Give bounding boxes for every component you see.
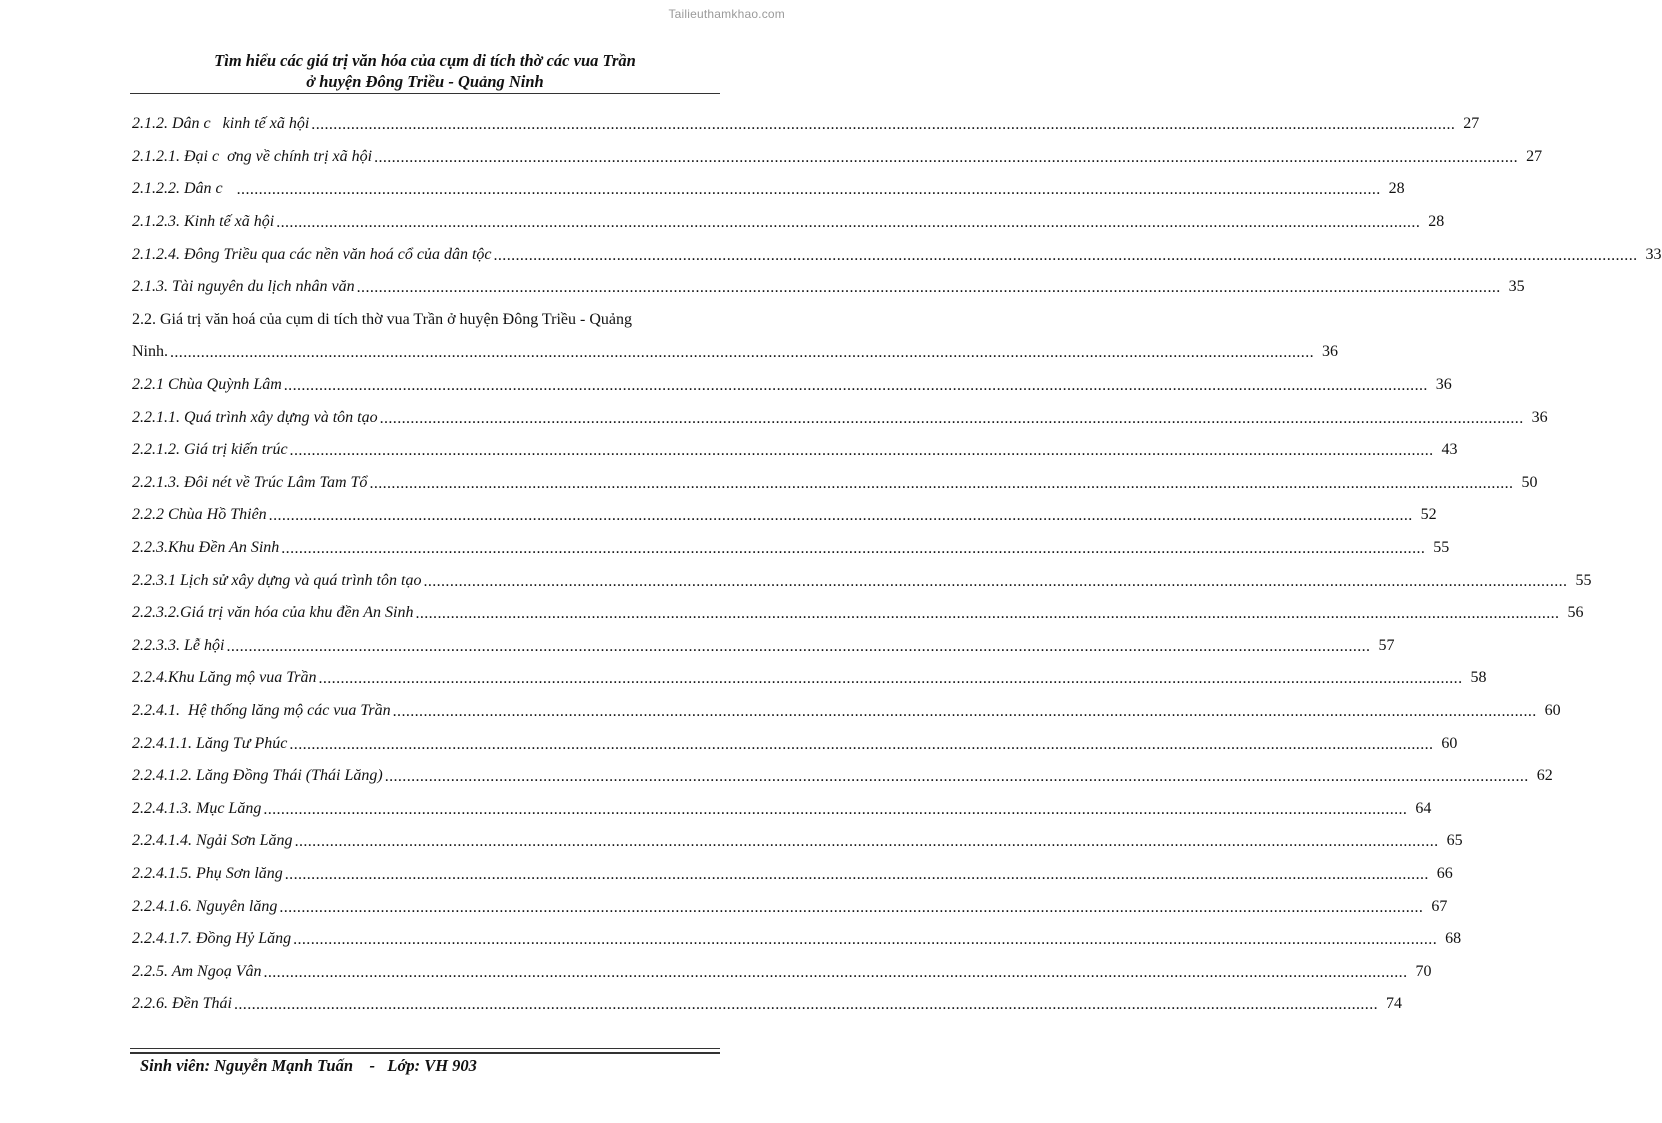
table-of-contents bbox=[132, 108, 1662, 1021]
toc-entry-page: 58 bbox=[1470, 669, 1487, 687]
toc-entry-title: 2.2.4.1.5. Phụ Sơn lăng bbox=[132, 864, 283, 882]
toc-entry-title: 2.2.4.1.7. Đồng Hỷ Lăng bbox=[132, 930, 292, 948]
toc-entry bbox=[132, 923, 1462, 956]
toc-entry bbox=[132, 662, 1487, 695]
toc-entry-wrapped-line2 bbox=[132, 336, 1338, 369]
toc-entry bbox=[132, 858, 1453, 891]
toc-entry-page: 33 bbox=[1645, 245, 1662, 263]
toc-entry-title: 2.1.2.1. Đại c ơng về chính trị xã hội bbox=[132, 147, 373, 165]
toc-entry-page: 62 bbox=[1536, 767, 1553, 785]
toc-entry bbox=[132, 238, 1662, 271]
toc-entry-page: 36 bbox=[1531, 408, 1548, 426]
toc-entry bbox=[132, 467, 1538, 500]
dot-leader: .................................................................................................................................................................................................................................................................... bbox=[384, 768, 1529, 786]
page-header bbox=[130, 50, 720, 92]
toc-entry bbox=[132, 532, 1450, 565]
toc-entry-title: 2.1.3. Tài nguyên du lịch nhân văn bbox=[132, 278, 355, 296]
toc-entry-page: 74 bbox=[1386, 995, 1402, 1013]
toc-entry-page: 50 bbox=[1521, 473, 1538, 491]
dot-leader: .................................................................................................................................................................................................................................................................... bbox=[281, 540, 1426, 558]
dot-leader: .................................................................................................................................................................................................................................................................... bbox=[289, 442, 1434, 460]
dot-leader: .................................................................................................................................................................................................................................................................... bbox=[415, 605, 1560, 623]
toc-entry bbox=[132, 271, 1525, 304]
toc-entry-page: 36 bbox=[1435, 376, 1452, 394]
toc-entry-page: 70 bbox=[1415, 962, 1432, 980]
dot-leader: .................................................................................................................................................................................................................................................................... bbox=[379, 409, 1524, 427]
toc-entry bbox=[132, 369, 1452, 402]
toc-entry bbox=[132, 760, 1553, 793]
toc-entry-title: 2.2.1.2. Giá trị kiến trúc bbox=[132, 441, 288, 459]
toc-entry-page: 28 bbox=[1388, 180, 1405, 198]
toc-entry bbox=[132, 955, 1432, 988]
dot-leader: .................................................................................................................................................................................................................................................................... bbox=[293, 931, 1438, 949]
toc-entry-title: 2.2.5. Am Ngoạ Vân bbox=[132, 962, 262, 980]
dot-leader: .................................................................................................................................................................................................................................................................... bbox=[268, 507, 1413, 525]
toc-entry-title: 2.2.6. Đền Thái bbox=[132, 995, 232, 1013]
toc-entry-page: 52 bbox=[1420, 506, 1437, 524]
dot-leader: .................................................................................................................................................................................................................................................................... bbox=[369, 474, 1514, 492]
toc-entry-page: 67 bbox=[1431, 897, 1448, 915]
dot-leader: .................................................................................................................................................................................................................................................................... bbox=[236, 181, 1381, 199]
toc-entry-page: 57 bbox=[1378, 636, 1395, 654]
toc-entry-title: Ninh. bbox=[132, 343, 168, 361]
dot-leader: .................................................................................................................................................................................................................................................................... bbox=[423, 572, 1568, 590]
toc-entry-title: 2.1.2.2. Dân c bbox=[132, 180, 235, 198]
toc-entry bbox=[132, 695, 1561, 728]
toc-entry-page: 43 bbox=[1441, 441, 1458, 459]
toc-entry bbox=[132, 988, 1402, 1021]
toc-entry-page: 27 bbox=[1526, 147, 1543, 165]
header-title-line2: ở huyện Đông Triều - Quảng Ninh bbox=[306, 72, 544, 91]
dot-leader: .................................................................................................................................................................................................................................................................... bbox=[276, 214, 1421, 232]
toc-entry bbox=[132, 727, 1458, 760]
toc-entry bbox=[132, 890, 1448, 923]
toc-entry bbox=[132, 597, 1584, 630]
toc-entry bbox=[132, 792, 1432, 825]
dot-leader: .................................................................................................................................................................................................................................................................... bbox=[289, 735, 1434, 753]
toc-entry bbox=[132, 108, 1480, 141]
toc-entry-title: 2.2.1.3. Đôi nét về Trúc Lâm Tam Tổ bbox=[132, 473, 368, 491]
dot-leader: .................................................................................................................................................................................................................................................................... bbox=[284, 865, 1429, 883]
toc-entry bbox=[132, 434, 1458, 467]
toc-entry bbox=[132, 206, 1445, 239]
dot-leader: .................................................................................................................................................................................................................................................................... bbox=[374, 148, 1519, 166]
toc-entry bbox=[132, 564, 1592, 597]
toc-entry-title: 2.2.4.1.1. Lăng Tư Phúc bbox=[132, 734, 288, 752]
watermark: Tailieuthamkhao.com bbox=[668, 7, 785, 21]
toc-entry-page: 35 bbox=[1508, 278, 1525, 296]
toc-entry-title: 2.1.2.3. Kinh tế xã hội bbox=[132, 213, 275, 231]
toc-entry-page: 65 bbox=[1446, 832, 1463, 850]
toc-entry-title: 2.2.3.3. Lễ hội bbox=[132, 636, 225, 654]
toc-entry bbox=[132, 630, 1395, 663]
toc-entry bbox=[132, 141, 1543, 174]
toc-entry bbox=[132, 825, 1463, 858]
toc-entry bbox=[132, 499, 1437, 532]
toc-entry-title: 2.2.4.1. Hệ thống lăng mộ các vua Trần bbox=[132, 701, 391, 719]
dot-leader: .................................................................................................................................................................................................................................................................... bbox=[493, 246, 1638, 264]
toc-entry-title: 2.2.4.1.3. Mục Lăng bbox=[132, 799, 262, 817]
dot-leader: .................................................................................................................................................................................................................................................................... bbox=[226, 637, 1371, 655]
toc-entry-title: 2.2.2 Chùa Hồ Thiên bbox=[132, 506, 267, 524]
dot-leader: .................................................................................................................................................................................................................................................................... bbox=[311, 116, 1456, 134]
toc-entry-title: 2.2.3.1 Lịch sử xây dựng và quá trình tôn tạo bbox=[132, 571, 422, 589]
toc-entry-title: 2.2.4.1.6. Nguyên lăng bbox=[132, 897, 278, 915]
toc-entry-title: 2.2.3.2.Giá trị văn hóa của khu đền An Sinh bbox=[132, 604, 414, 622]
toc-entry-page: 66 bbox=[1436, 864, 1453, 882]
toc-entry-title: 2.2.3.Khu Đền An Sinh bbox=[132, 539, 280, 557]
footer-divider-thin bbox=[130, 1048, 720, 1049]
toc-entry-title: 2.2.4.1.4. Ngải Sơn Lăng bbox=[132, 832, 293, 850]
dot-leader: .................................................................................................................................................................................................................................................................... bbox=[283, 377, 1428, 395]
dot-leader: .................................................................................................................................................................................................................................................................... bbox=[234, 996, 1378, 1014]
toc-entry-title: 2.2.1.1. Quá trình xây dựng và tôn tạo bbox=[132, 408, 378, 426]
toc-entry-wrapped-line1: 2.2. Giá trị văn hoá của cụm di tích thờ vua Trần ở huyện Đông Triều - Quảng bbox=[132, 310, 632, 328]
toc-entry bbox=[132, 401, 1548, 434]
header-title-line1: Tìm hiểu các giá trị văn hóa của cụm di tích thờ các vua Trần bbox=[214, 51, 636, 70]
toc-entry-title: 2.2.1 Chùa Quỳnh Lâm bbox=[132, 376, 282, 394]
toc-entry-page: 27 bbox=[1463, 115, 1480, 133]
footer-student-info: Sinh viên: Nguyễn Mạnh Tuấn - Lớp: VH 903 bbox=[140, 1056, 477, 1075]
toc-entry-page: 55 bbox=[1433, 539, 1450, 557]
dot-leader: .................................................................................................................................................................................................................................................................... bbox=[294, 833, 1439, 851]
header-divider bbox=[130, 93, 720, 94]
toc-entry-page: 68 bbox=[1445, 930, 1462, 948]
toc-entry-title: 2.2.4.Khu Lăng mộ vua Trần bbox=[132, 669, 317, 687]
toc-entry-page: 36 bbox=[1322, 343, 1338, 361]
toc-entry-page: 60 bbox=[1544, 701, 1561, 719]
toc-entry-page: 60 bbox=[1441, 734, 1458, 752]
toc-entry-title: 2.1.2. Dân c kinh tế xã hội bbox=[132, 115, 310, 133]
dot-leader: .................................................................................................................................................................................................................................................................... bbox=[263, 963, 1408, 981]
dot-leader: .................................................................................................................................................................................................................................................................... bbox=[263, 800, 1408, 818]
toc-entry-page: 64 bbox=[1415, 799, 1432, 817]
dot-leader: .................................................................................................................................................................................................................................................................... bbox=[392, 702, 1537, 720]
footer-divider-thick bbox=[130, 1052, 720, 1054]
toc-entry-page: 55 bbox=[1575, 571, 1592, 589]
toc-entry bbox=[132, 173, 1405, 206]
dot-leader: .................................................................................................................................................................................................................................................................... bbox=[170, 344, 1314, 362]
toc-entry-title: 2.1.2.4. Đông Triều qua các nền văn hoá cổ của dân tộc bbox=[132, 245, 492, 263]
toc-entry-page: 56 bbox=[1567, 604, 1584, 622]
dot-leader: .................................................................................................................................................................................................................................................................... bbox=[318, 670, 1463, 688]
toc-entry-title: 2.2.4.1.2. Lăng Đồng Thái (Thái Lăng) bbox=[132, 767, 383, 785]
dot-leader: .................................................................................................................................................................................................................................................................... bbox=[356, 279, 1501, 297]
toc-entry-page: 28 bbox=[1428, 213, 1445, 231]
dot-leader: .................................................................................................................................................................................................................................................................... bbox=[279, 898, 1424, 916]
